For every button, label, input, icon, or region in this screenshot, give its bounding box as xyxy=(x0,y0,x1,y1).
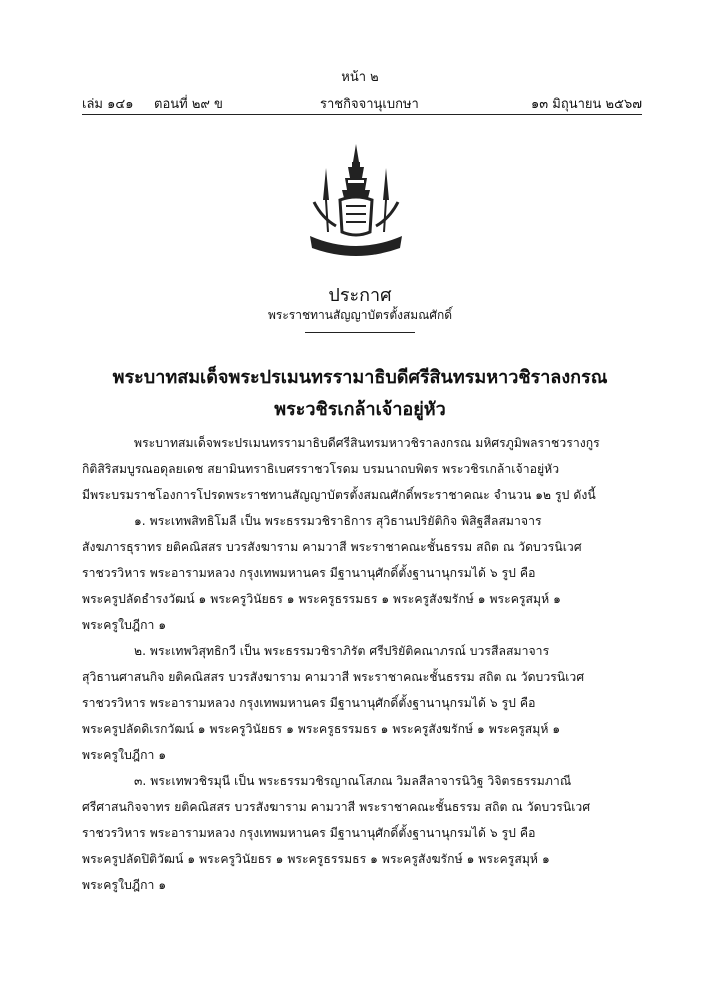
announcement-title: ประกาศ xyxy=(328,285,392,306)
body-line: ๒. พระเทพวิสุทธิกวี เป็น พระธรรมวชิราภิรัต ศรีปริยัติคณาภรณ์ บวรสีลสมาจาร xyxy=(134,644,550,658)
header-divider xyxy=(82,114,642,115)
section-label: ตอนที่ ๒๙ ข xyxy=(154,97,223,112)
body-line: ราชวรวิหาร พระอารามหลวง กรุงเทพมหานคร มีฐานานุศักดิ์ตั้งฐานานุกรมได้ ๖ รูป คือ xyxy=(82,696,536,710)
announcement-subtitle: พระราชทานสัญญาบัตรตั้งสมณศักดิ์ xyxy=(267,308,453,322)
gazette-name: ราชกิจจานุเบกษา xyxy=(320,97,419,112)
body-line: พระครูใบฎีกา ๑ xyxy=(82,618,167,632)
body-line: ราชวรวิหาร พระอารามหลวง กรุงเทพมหานคร มีฐานานุศักดิ์ตั้งฐานานุกรมได้ ๖ รูป คือ xyxy=(82,566,536,580)
body-line: ศรีศาสนกิจจาทร ยติคณิสสร บวรสังฆาราม คามวาสี พระราชาคณะชั้นธรรม สถิต ณ วัดบวรนิเวศ xyxy=(82,800,591,814)
body-line: ๑. พระเทพสิทธิโมลี เป็น พระธรรมวชิราธิการ สุวิธานปริยัติกิจ พิสิฐสีลสมาจาร xyxy=(134,514,542,528)
king-name-line-1: พระบาทสมเด็จพระปรเมนทรรามาธิบดีศรีสินทรมหาวชิราลงกรณ xyxy=(112,367,608,388)
royal-emblem-icon xyxy=(296,140,416,260)
body-line: พระครูปลัดดิเรกวัฒน์ ๑ พระครูวินัยธร ๑ พระครูธรรมธร ๑ พระครูสังฆรักษ์ ๑ พระครูสมุห์ ๑ xyxy=(82,722,561,736)
body-line: สังฆภารธุราทร ยติคณิสสร บวรสังฆาราม คามวาสี พระราชาคณะชั้นธรรม สถิต ณ วัดบวรนิเวศ xyxy=(82,540,582,554)
body-line: ราชวรวิหาร พระอารามหลวง กรุงเทพมหานคร มีฐานานุศักดิ์ตั้งฐานานุกรมได้ ๖ รูป คือ xyxy=(82,826,536,840)
body-line: พระครูปลัดธำรงวัฒน์ ๑ พระครูวินัยธร ๑ พระครูธรรมธร ๑ พระครูสังฆรักษ์ ๑ พระครูสมุห์ ๑ xyxy=(82,592,561,606)
king-name-line-2: พระวชิรเกล้าเจ้าอยู่หัว xyxy=(274,399,446,420)
issue-date: ๑๓ มิถุนายน ๒๕๖๗ xyxy=(531,97,642,112)
gazette-header xyxy=(82,93,642,113)
body-line: สุวิธานศาสนกิจ ยติคณิสสร บวรสังฆาราม คามวาสี พระราชาคณะชั้นธรรม สถิต ณ วัดบวรนิเวศ xyxy=(82,670,585,684)
body-line: พระครูใบฎีกา ๑ xyxy=(82,878,167,892)
page-number: หน้า ๒ xyxy=(341,70,379,85)
body-line: พระครูปลัดปิติวัฒน์ ๑ พระครูวินัยธร ๑ พระครูธรรมธร ๑ พระครูสังฆรักษ์ ๑ พระครูสมุห์ ๑ xyxy=(82,852,550,866)
body-line: พระบาทสมเด็จพระปรเมนทรรามาธิบดีศรีสินทรมหาวชิราลงกรณ มหิศรภูมิพลราชวรางกูร xyxy=(134,436,600,450)
body-line: มีพระบรมราชโองการโปรดพระราชทานสัญญาบัตรตั้งสมณศักดิ์พระราชาคณะ จำนวน ๑๒ รูป ดังนี้ xyxy=(82,488,596,502)
volume-label: เล่ม ๑๔๑ xyxy=(82,97,134,112)
body-line: ๓. พระเทพวชิรมุนี เป็น พระธรรมวชิรญาณโสภณ วิมลสีลาจารนิวิฐ วิจิตรธรรมภาณี xyxy=(134,774,572,788)
title-divider xyxy=(305,332,415,333)
body-line: พระครูใบฎีกา ๑ xyxy=(82,748,167,762)
body-line: กิติสิริสมบูรณอดุลยเดช สยามินทราธิเบศรราชวโรดม บรมนาถบพิตร พระวชิรเกล้าเจ้าอยู่หัว xyxy=(82,462,560,476)
